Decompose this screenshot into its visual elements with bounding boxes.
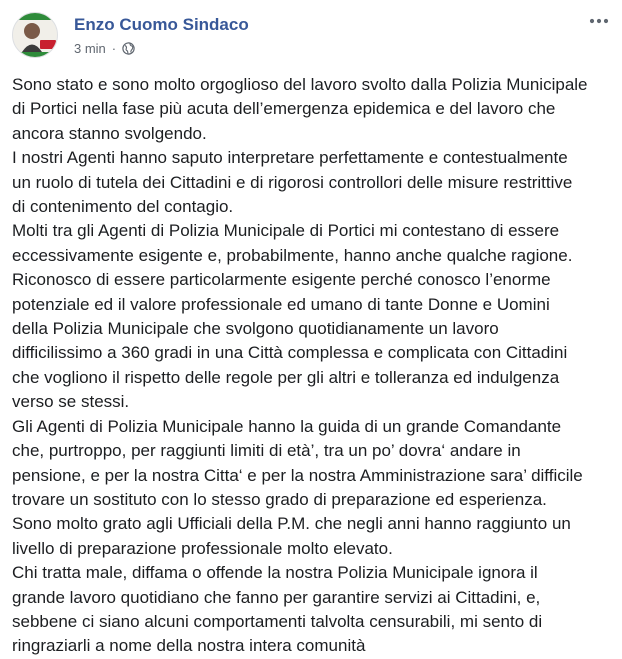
- post-text-line: Sono molto grato agli Ufficiali della P.M. che negli anni hanno raggiunto un: [12, 514, 571, 534]
- more-options-icon[interactable]: [586, 8, 612, 34]
- globe-icon[interactable]: [122, 42, 135, 55]
- post-text-line: I nostri Agenti hanno saputo interpretare perfettamente e contestualmente: [12, 148, 568, 168]
- post-text-line: verso se stessi.: [12, 392, 130, 412]
- post-text-line: pensione, e per la nostra Citta‘ e per la nostra Amministrazione sara’ difficile: [12, 465, 583, 485]
- post-text-line: sebbene ci siano alcuni comportamenti talvolta censurabili, mi sento di: [12, 611, 543, 631]
- post-text-line: Molti tra gli Agenti di Polizia Municipale di Portici mi contestano di essere: [12, 221, 560, 241]
- post-text-line: che, purtroppo, per raggiunti limiti di età’, tra un po’ dovra‘ andare in: [12, 441, 521, 461]
- author-name[interactable]: Enzo Cuomo Sindaco: [74, 15, 249, 34]
- post-text-line: livello di preparazione professionale molto elevato.: [12, 538, 393, 558]
- avatar-image: [13, 13, 58, 58]
- avatar[interactable]: [12, 12, 58, 58]
- post-text-line: un ruolo di tutela dei Cittadini e di rigorosi controllori delle misure restrittive: [12, 172, 573, 192]
- post-text-line: Gli Agenti di Polizia Municipale hanno la guida di un grande Comandante: [12, 416, 562, 436]
- post-timestamp[interactable]: 3 min: [74, 41, 106, 56]
- meta-separator: ·: [111, 41, 117, 56]
- post-text-line: di Portici nella fase più acuta dell’emergenza epidemica e del lavoro che: [12, 99, 556, 119]
- post-text-line: di contenimento del contagio.: [12, 197, 234, 217]
- post-text-line: Sono stato e sono molto orgoglioso del lavoro svolto dalla Polizia Municipale: [12, 75, 588, 94]
- post-text-line: Chi tratta male, diffama o offende la nostra Polizia Municipale ignora il: [12, 563, 538, 583]
- post-text-line: che vogliono il rispetto delle regole per gli altri e tolleranza ed indulgenza: [12, 367, 560, 387]
- post-text-line: eccessivamente esigente e, probabilmente, hanno anche qualche ragione.: [12, 245, 573, 265]
- post-text-line: grande lavoro quotidiano che fanno per garantire servizi ai Cittadini, e,: [12, 587, 541, 607]
- post-text-line: potenziale ed il valore professionale ed umano di tante Donne e Uomini: [12, 294, 550, 314]
- post-text-line: difficilissimo a 360 gradi in una Città complessa e complicata con Cittadini: [12, 343, 568, 363]
- post-text-line: della Polizia Municipale che svolgono quotidianamente un lavoro: [12, 319, 499, 339]
- post-text-line: ancora stanno svolgendo.: [12, 123, 207, 143]
- post-text: [12, 73, 612, 659]
- post-text-line: ringraziarli a nome della nostra intera comunità: [12, 636, 366, 656]
- post-meta: [74, 41, 135, 56]
- post-text-line: Riconosco di essere particolarmente esigente perché conosco l’enorme: [12, 270, 551, 290]
- post-text-line: trovare un sostituto con lo stesso grado di preparazione ed esperienza.: [12, 489, 547, 509]
